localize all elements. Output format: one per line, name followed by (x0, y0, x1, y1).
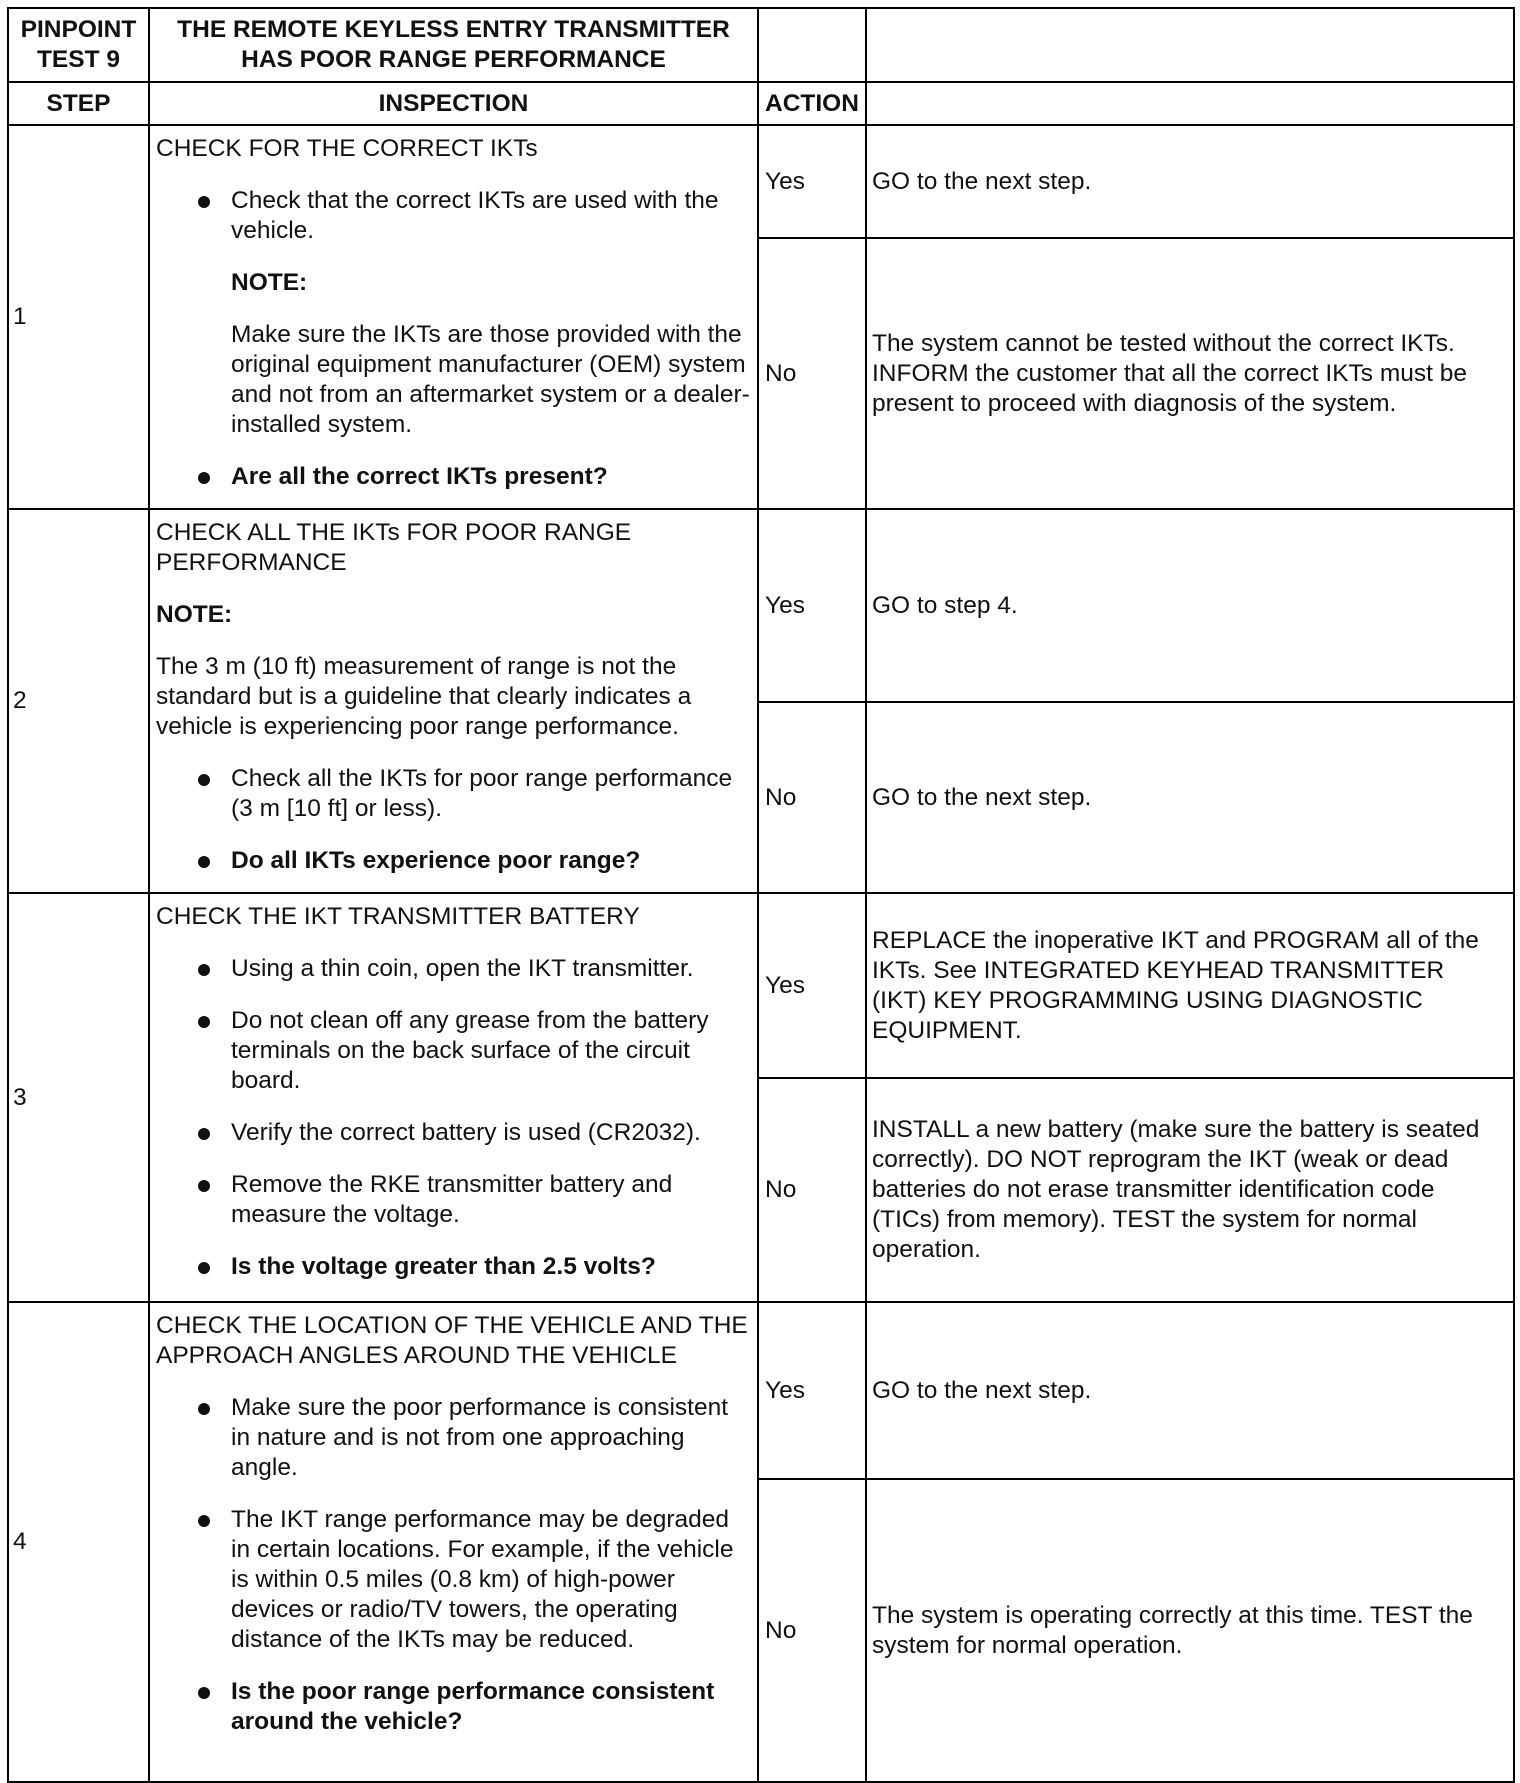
title-blank-cell (758, 8, 866, 82)
step-3-bullet-2: Do not clean off any grease from the battery terminals on the back surface of the circuit board. (156, 1006, 751, 1096)
step-2-inspection (149, 509, 758, 893)
step-3-yes-action: REPLACE the inoperative IKT and PROGRAM all of the IKTs. See INTEGRATED KEYHEAD TRANSMITTER (IKT) KEY PROGRAMMING USING DIAGNOSTIC EQUIPMENT. (866, 893, 1514, 1078)
step-1-yes-label: Yes (758, 125, 866, 238)
title-blank-cell (866, 8, 1514, 82)
step-2-yes-row (8, 509, 1514, 702)
step-4-yes-action: GO to the next step. (866, 1302, 1514, 1479)
step-2-question: Do all IKTs experience poor range? (156, 846, 751, 876)
step-4-yes-label: Yes (758, 1302, 866, 1479)
step-1-inspection (149, 125, 758, 509)
step-1-heading: CHECK FOR THE CORRECT IKTs (156, 135, 538, 162)
step-1-question: Are all the correct IKTs present? (156, 462, 751, 492)
step-4-heading: CHECK THE LOCATION OF THE VEHICLE AND THE APPROACH ANGLES AROUND THE VEHICLE (156, 1312, 748, 1369)
step-2-yes-action: GO to step 4. (866, 509, 1514, 702)
step-4-no-action: The system is operating correctly at this time. TEST the system for normal operation. (866, 1479, 1514, 1782)
step-3-yes-row (8, 893, 1514, 1078)
header-blank-cell (866, 82, 1514, 125)
step-1-note-text: Make sure the IKTs are those provided with the original equipment manufacturer (OEM) system and not from an aftermarket system or a dealer-installed system. (231, 321, 750, 438)
title-row (8, 8, 1514, 82)
step-3-bullet-4: Remove the RKE transmitter battery and measure the voltage. (156, 1170, 751, 1230)
step-3-bullet-3: Verify the correct battery is used (CR2032). (156, 1118, 751, 1148)
step-3-question: Is the voltage greater than 2.5 volts? (156, 1252, 751, 1282)
column-header-action: ACTION (758, 82, 866, 125)
pinpoint-test-table (7, 7, 1515, 1783)
step-3-heading: CHECK THE IKT TRANSMITTER BATTERY (156, 903, 640, 930)
step-1-no-action: The system cannot be tested without the correct IKTs. INFORM the customer that all the correct IKTs must be present to proceed with diagnosis of the system. (866, 238, 1514, 509)
column-header-inspection: INSPECTION (149, 82, 758, 125)
step-1-note-label: NOTE: (231, 269, 308, 296)
step-3-no-action: INSTALL a new battery (make sure the battery is seated correctly). DO NOT reprogram the IKT (weak or dead batteries do not erase transmitter identification code (TICs) from memory). TEST the system for normal operation. (866, 1078, 1514, 1302)
step-2-note-label: NOTE: (156, 601, 233, 628)
step-2-no-label: No (758, 702, 866, 893)
step-4-no-label: No (758, 1479, 866, 1782)
step-4-number: 4 (8, 1302, 149, 1782)
step-2-bullet-1: Check all the IKTs for poor range performance (3 m [10 ft] or less). (156, 764, 751, 824)
step-2-heading: CHECK ALL THE IKTs FOR POOR RANGE PERFORMANCE (156, 519, 632, 576)
step-4-yes-row (8, 1302, 1514, 1479)
step-3-inspection (149, 893, 758, 1302)
pinpoint-test-sheet (7, 7, 1515, 1783)
step-1-yes-row (8, 125, 1514, 238)
step-2-note-text: The 3 m (10 ft) measurement of range is not the standard but is a guideline that clearly indicates a vehicle is experiencing poor range performance. (156, 653, 692, 740)
step-4-bullet-1: Make sure the poor performance is consistent in nature and is not from one approaching angle. (156, 1393, 751, 1483)
step-2-no-action: GO to the next step. (866, 702, 1514, 893)
step-3-number: 3 (8, 893, 149, 1302)
step-4-inspection (149, 1302, 758, 1782)
column-header-step: STEP (8, 82, 149, 125)
column-header-row (8, 82, 1514, 125)
test-subtitle: THE REMOTE KEYLESS ENTRY TRANSMITTER HAS POOR RANGE PERFORMANCE (149, 8, 758, 82)
test-title: PINPOINT TEST 9 (8, 8, 149, 82)
step-4-question: Is the poor range performance consistent around the vehicle? (156, 1677, 751, 1737)
step-1-number: 1 (8, 125, 149, 509)
step-1-yes-action: GO to the next step. (866, 125, 1514, 238)
step-4-bullet-2: The IKT range performance may be degraded in certain locations. For example, if the vehicle is within 0.5 miles (0.8 km) of high-power devices or radio/TV towers, the operating distance of the IKTs may be reduced. (156, 1505, 751, 1655)
step-3-no-label: No (758, 1078, 866, 1302)
step-3-yes-label: Yes (758, 893, 866, 1078)
step-3-bullet-1: Using a thin coin, open the IKT transmitter. (156, 954, 751, 984)
step-1-no-label: No (758, 238, 866, 509)
step-1-bullet-1: Check that the correct IKTs are used with the vehicle. (156, 186, 751, 246)
step-2-yes-label: Yes (758, 509, 866, 702)
step-2-number: 2 (8, 509, 149, 893)
